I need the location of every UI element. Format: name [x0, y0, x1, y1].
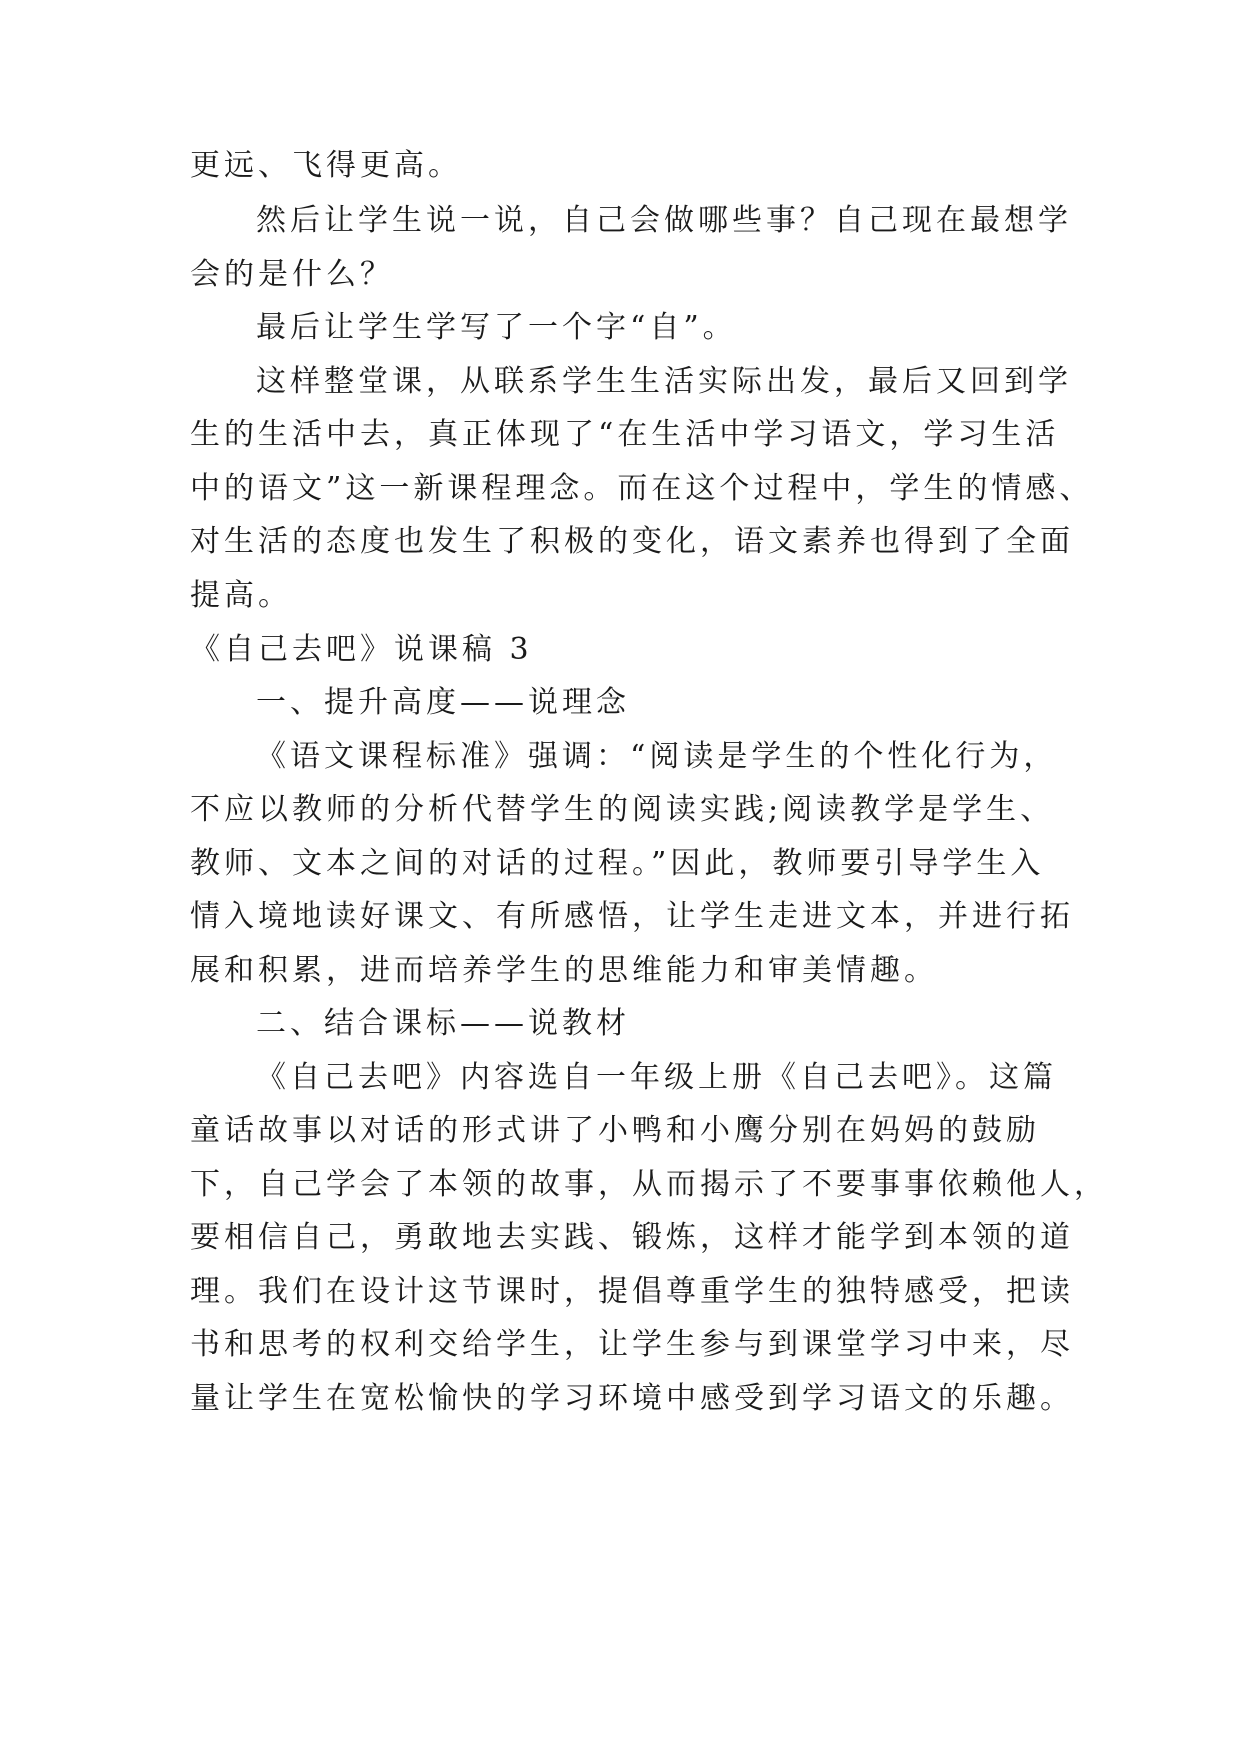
text-line: 童话故事以对话的形式讲了小鸭和小鹰分别在妈妈的鼓励	[190, 1113, 1040, 1148]
text-line: 展和积累，进而培养学生的思维能力和审美情趣。	[190, 953, 938, 988]
text-line: 更远、飞得更高。	[190, 148, 462, 183]
text-line: 情入境地读好课文、有所感悟，让学生走进文本，并进行拓	[190, 899, 1074, 934]
text-line: 这样整堂课，从联系学生生活实际出发，最后又回到学	[256, 364, 1072, 399]
text-line: 《语文课程标准》强调：“阅读是学生的个性化行为，	[256, 739, 1058, 774]
text-line: 生的生活中去，真正体现了“在生活中学习语文，学习生活	[190, 417, 1060, 452]
text-line: 《自己去吧》内容选自一年级上册《自己去吧》。这篇	[256, 1060, 1057, 1095]
text-line: 然后让学生说一说，自己会做哪些事？自己现在最想学	[256, 203, 1072, 238]
section-heading: 二、结合课标——说教材	[256, 1006, 630, 1041]
text-line: 下，自己学会了本领的故事，从而揭示了不要事事依赖他人，	[190, 1167, 1108, 1202]
text-line: 量让学生在宽松愉快的学习环境中感受到学习语文的乐趣。	[190, 1381, 1074, 1416]
text-line: 不应以教师的分析代替学生的阅读实践;阅读教学是学生、	[190, 792, 1055, 827]
text-line: 会的是什么？	[190, 257, 394, 292]
text-line: 提高。	[190, 578, 292, 613]
text-line: 教师、文本之间的对话的过程。”因此，教师要引导学生入	[190, 846, 1045, 881]
section-heading: 一、提升高度——说理念	[256, 685, 630, 720]
text-line: 书和思考的权利交给学生，让学生参与到课堂学习中来，尽	[190, 1327, 1074, 1362]
text-line: 理。我们在设计这节课时，提倡尊重学生的独特感受，把读	[190, 1274, 1074, 1309]
section-title: 《自己去吧》说课稿 3	[190, 632, 533, 667]
text-line: 对生活的态度也发生了积极的变化，语文素养也得到了全面	[190, 524, 1074, 559]
text-line: 最后让学生学写了一个字“自”。	[256, 310, 737, 345]
text-line: 要相信自己，勇敢地去实践、锻炼，这样才能学到本领的道	[190, 1220, 1074, 1255]
text-line: 中的语文”这一新课程理念。而在这个过程中，学生的情感、	[190, 471, 1094, 506]
